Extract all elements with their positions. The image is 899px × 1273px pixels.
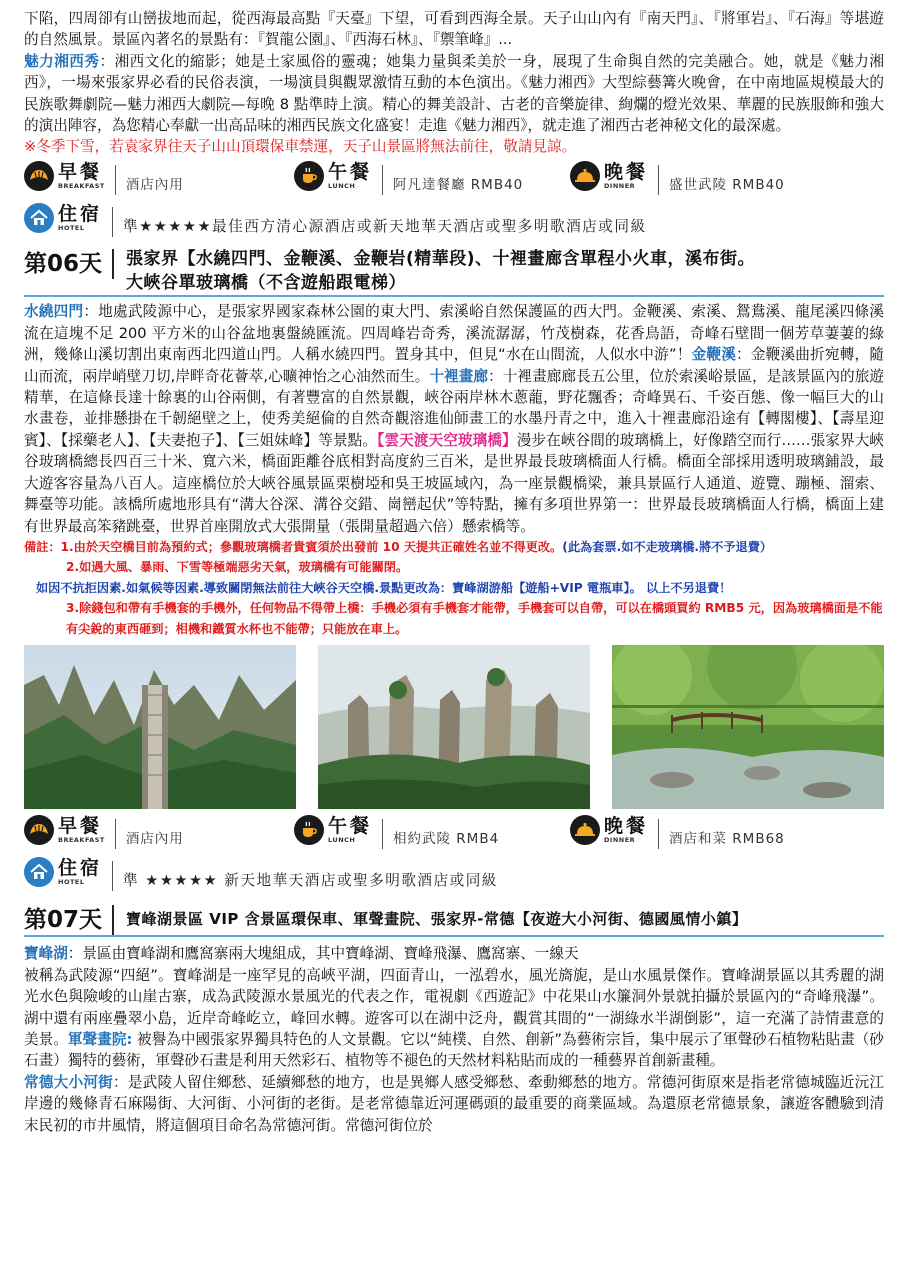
- note-1: [24, 537, 884, 558]
- coffee-cup-icon: [294, 815, 324, 845]
- lunch-en: LUNCH: [328, 836, 356, 845]
- divider: [382, 165, 383, 195]
- day06-title-line1: 張家界【水繞四門、金鞭溪、金鞭岩(精華段)、十裡畫廊含單程小火車，溪布街。: [126, 249, 756, 270]
- keyword-changde: 常德大小河街: [24, 1073, 113, 1091]
- keyword-glass-bridge: 【雲天渡天空玻璃橋】: [377, 431, 517, 449]
- breakfast-value: 酒店內用: [125, 831, 184, 848]
- lunch-label: 午餐: [328, 161, 373, 184]
- photo-elevator-cliffs: [24, 645, 296, 809]
- hotel-row-day5: [24, 203, 884, 245]
- divider: [115, 165, 116, 195]
- text: ：景區由寶峰湖和鷹窩寨兩大塊組成，其中寶峰湖、寶峰飛瀑、鷹窩寨、一線天: [67, 945, 579, 963]
- divider: [112, 861, 113, 891]
- show-paragraph: [24, 51, 884, 137]
- lunch-block: [294, 161, 570, 195]
- note-1-text: 備註：1.由於天空橋目前為預約式；參觀玻璃橋者貴賓須於出發前 10 天提共正確姓名並不得更改。: [24, 539, 563, 554]
- hotel-en: HOTEL: [58, 224, 85, 233]
- meal-row-day6: [24, 815, 884, 855]
- day06-title: [126, 247, 755, 295]
- dinner-label: 晚餐: [604, 815, 649, 838]
- lunch-block: [294, 815, 570, 849]
- lunch-value: 阿凡達餐廳 RMB40: [393, 177, 524, 194]
- keyword-meili-show: 魅力湘西秀: [24, 52, 100, 70]
- croissant-icon: [24, 161, 54, 191]
- text: 被譽為中國張家界獨具特色的人文景觀。它以“純樸、自然、創新”為藝術宗旨，集中展示了軍聲砂石植物粘貼畫（砂石畫）獨特的藝術，軍聲砂石畫是利用天然彩石、植物等不褪色的天然材料粘貼而成的一種藝界首創新畫種。: [24, 1031, 884, 1070]
- cloche-icon: [570, 815, 600, 845]
- dinner-badge: [570, 161, 648, 191]
- keyword-shili: 十裡畫廊: [429, 367, 489, 385]
- day06-header: [24, 247, 884, 297]
- dinner-label: 晚餐: [604, 161, 649, 184]
- dinner-block: [570, 815, 785, 849]
- winter-warning: ※冬季下雪，若袁家界往天子山山頂環保車禁運，天子山景區將無法前往，敬請見諒。: [24, 138, 577, 156]
- text: ：金鞭溪曲折宛轉，隨山而流，兩岸峭壁刀切,岸畔奇花薈萃,心曠神怡之心油然而生。: [24, 346, 884, 385]
- day06-title-line2: 大峽谷單玻璃橋（不含遊船跟電梯）: [126, 273, 407, 294]
- hotel-row-day6: [24, 857, 884, 899]
- dinner-value: 酒店和菜 RMB68: [669, 831, 785, 848]
- keyword-shuirao: 水繞四門: [24, 303, 84, 321]
- dinner-en: DINNER: [604, 182, 636, 191]
- house-icon: [24, 203, 54, 233]
- keyword-junsheng: 軍聲畫院:: [67, 1031, 133, 1049]
- dinner-value: 盛世武陵 RMB40: [669, 177, 785, 194]
- photo-stone-pillars: [318, 645, 590, 809]
- photo-strip: [24, 645, 884, 809]
- keyword-jinbian: 金鞭溪: [691, 346, 737, 364]
- intro-paragraph: 下陷，四周卻有山巒拔地而起，從西海最高點『天臺』下望，可看到西海全景。天子山山內有『南天門』、『將軍岩』、『石海』等堪遊的自然風景。景區內著名的景點有：『賀龍公園』、『西海石林』、『禦筆峰』...: [24, 10, 884, 49]
- photo-stream-bridge: [612, 645, 884, 809]
- hotel-en: HOTEL: [58, 878, 85, 887]
- day07-description-2: [24, 965, 884, 1072]
- coffee-cup-icon: [294, 161, 324, 191]
- lunch-label: 午餐: [328, 815, 373, 838]
- day07-description: [24, 943, 884, 964]
- lunch-badge: [294, 815, 372, 845]
- lunch-badge: [294, 161, 372, 191]
- divider: [112, 207, 113, 237]
- breakfast-label: 早餐: [58, 161, 103, 184]
- croissant-icon: [24, 815, 54, 845]
- note-3: 如因不抗拒因素.如氣候等因素.導致關閉無法前往大峽谷天空橋.景點更改為：寶峰湖游船【遊船+VIP 電瓶車】。 以上不另退費！: [36, 580, 732, 595]
- breakfast-badge: [24, 161, 105, 191]
- text: ：是武陵人留住鄉愁、延續鄉愁的地方，也是異鄉人感受鄉愁、牽動鄉愁的地方。常德河街原來是指老常德城臨近沅江岸邊的幾條青石麻陽街、大河街、小河街的老街。是老常德靠近河運碼頭的最重要的商業區域。為還原老常德景象，讓遊客體驗到清末民初的市井風情，將這個項目命名為常德河街。常德河街位於: [24, 1073, 884, 1134]
- meal-row-day5: [24, 161, 884, 201]
- dinner-en: DINNER: [604, 836, 636, 845]
- hotel-badge: [24, 857, 102, 887]
- text: ：地處武陵源中心，是張家界國家森林公園的東大門、索溪峪自然保護區的西大門。金鞭溪、索溪、鴛鴦溪、龍尾溪四條溪流在這塊不足 200 平方米的山谷盆地裏盤繞匯流。四周峰岩奇秀，溪流潺潺，竹茂樹森，花香鳥語，奇峰石壁間一個芳草萋萋的綠洲，幾條山溪切割出東南西北四道山門。人稱水繞四門。置身其中，但見“水在山間流，人似水中游”！: [24, 303, 884, 364]
- divider: [115, 819, 116, 849]
- day07-header: [24, 903, 884, 937]
- show-text: ：湘西文化的縮影；她是土家風俗的靈魂；她集力量與柔美於一身，展現了生命與自然的完美融合。她，就是《魅力湘西》，一場來張家界必看的民俗表演，一場演員與觀眾激情互動的本色演出。《魅力湘西》大型綜藝篝火晚會，在中南地區規模最大的民族歌舞劇院—魅力湘西大劇院—每晚 8 點準時上演。精心的舞美設計、古老的音樂旋律、絢爛的燈光效果、華麗的民族服飾和強大的演出陣容，為您精心奉獻一出高品味的湘西民族文化盛宴！走進《魅力湘西》，就走進了湘西古老神秘文化的最深處。: [24, 52, 884, 135]
- breakfast-en: BREAKFAST: [58, 836, 105, 845]
- day06-description: [24, 301, 884, 536]
- lunch-en: LUNCH: [328, 182, 356, 191]
- house-icon: [24, 857, 54, 887]
- itinerary-page: [24, 8, 884, 1136]
- hotel-value: 準 ★★★★★ 新天地華天酒店或聖多明歌酒店或同級: [123, 872, 498, 890]
- breakfast-en: BREAKFAST: [58, 182, 105, 191]
- day07-description-3: [24, 1072, 884, 1136]
- breakfast-block: [24, 815, 294, 849]
- hotel-value: 準★★★★★最佳西方清心源酒店或新天地華天酒店或聖多明歌酒店或同級: [123, 218, 647, 236]
- divider: [382, 819, 383, 849]
- text: 漫步在峽谷間的玻璃橋上，好像踏空而行……張家界大峽谷玻璃橋總長四百三十米、寬六米，橋面距離谷底相對高度約三百米，是世界最長玻璃橋面人行橋。橋面全部採用透明玻璃鋪設，最大遊客容量為八百人。這座橋位於大峽谷風景區栗樹埡和吳王坡區域內，為一座景觀橋梁，兼具景區行人通道、遊覽、蹦極、溜索、舞臺等功能。該橋所處地形具有“溝大谷深、溝谷交錯、崗巒起伏”等特點，擁有多項世界第一：世界最長玻璃橋面人行橋，橋面上建有世界最高笨豬跳臺，世界首座開放式大張開量（張開量超過六倍）懸索橋等。: [24, 431, 884, 535]
- breakfast-block: [24, 161, 294, 195]
- cloche-icon: [570, 161, 600, 191]
- day07-label: 第07天: [24, 905, 114, 935]
- breakfast-value: 酒店內用: [125, 177, 184, 194]
- breakfast-label: 早餐: [58, 815, 103, 838]
- hotel-badge: [24, 203, 102, 233]
- lunch-value: 相約武陵 RMB4: [393, 831, 500, 848]
- keyword-baofeng: 寶峰湖: [24, 945, 68, 963]
- hotel-label: 住宿: [58, 203, 103, 226]
- note-4: 3.除錢包和帶有手機套的手機外，任何物品不得帶上橋：手機必須有手機套才能帶，手機套可以自帶，可以在橋頭買約 RMB5 元，因為玻璃橋面是不能有尖銳的東西砸到；相機和鐵質水杯也不能帶；只能放在車上。: [66, 601, 883, 636]
- dinner-block: [570, 161, 785, 195]
- divider: [658, 819, 659, 849]
- day06-label: 第06天: [24, 249, 114, 279]
- hotel-label: 住宿: [58, 857, 103, 880]
- dinner-badge: [570, 815, 648, 845]
- text: ：十裡畫廊廊長五公里，位於索溪峪景區，是該景區內的旅遊精華，在這條長達十餘裏的山谷兩側，有著豐富的自然景觀，峽谷兩岸林木蔥蘢，野花飄香；奇峰異石、千姿百態、像一幅巨大的山水畫卷，並排懸掛在千韌絕壁之上，使秀美絕倫的自然奇觀溶進仙師畫工的水墨丹青之中，進入十裡畫廊沿途有【轉閣樓】、【壽星迎賓】、【採藥老人】、【夫妻抱子】、【三姐妹峰】等景點。: [24, 367, 884, 449]
- day07-title: 寶峰湖景區 VIP 含景區環保車、軍聲畫院、張家界-常德【夜遊大小河街、德國風情小鎮】: [126, 910, 748, 929]
- divider: [658, 165, 659, 195]
- breakfast-badge: [24, 815, 105, 845]
- text: 被稱為武陵源“四絕”。寶峰湖是一座罕見的高峽平湖，四面青山，一泓碧水，風光旖旎，是山水風景傑作。寶峰湖景區以其秀麗的湖光水色與險峻的山崖古寨，成為武陵源水景風光的代表之作，電視劇《西遊記》中花果山水簾洞外景就拍攝於景區內的“奇峰飛瀑”。湖中還有兩座疊翠小島，近岸奇峰屹立，峰回水轉。遊客可以在湖中泛舟，觀賞其間的“一湖綠水半湖倒影”，這一充滿了詩情畫意的美景。: [24, 966, 884, 1049]
- note-2: 2.如遇大風、暴雨、下雪等極端惡劣天氣，玻璃橋有可能關閉。: [66, 560, 409, 575]
- note-1-blue: (此為套票.如不走玻璃橋.將不予退費）: [562, 539, 773, 554]
